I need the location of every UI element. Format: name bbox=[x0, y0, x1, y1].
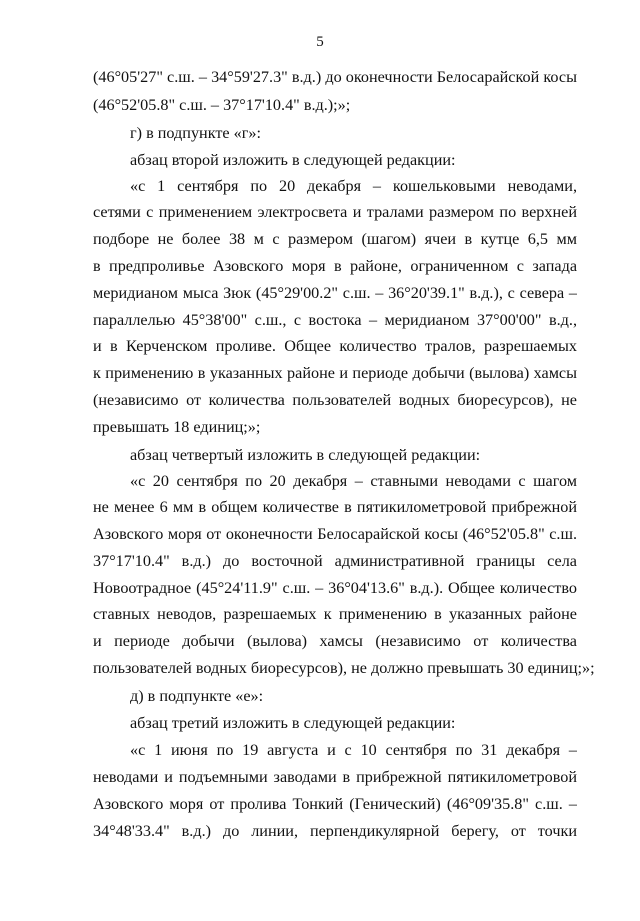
text-line: «с 1 июня по 19 августа и с 10 сентября по 31 декабря – bbox=[130, 741, 577, 759]
text-line: 37°17'10.4" в.д.) до восточной административной границы села bbox=[93, 552, 577, 570]
text-line: «с 1 сентября по 20 декабря – кошельковыми неводами, bbox=[130, 177, 577, 195]
text-line: (независимо от количества пользователей водных биоресурсов), не bbox=[93, 391, 577, 409]
text-line: и периоде добычи (вылова) хамсы (независимо от количества bbox=[93, 632, 577, 650]
text-line: к применению в указанных районе и периоде добычи (вылова) хамсы bbox=[93, 364, 577, 382]
text-line: (46°52'05.8" с.ш. – 37°17'10.4" в.д.);»; bbox=[93, 96, 351, 114]
text-line: сетями с применением электросвета и тралами размером по верхней bbox=[93, 203, 577, 221]
text-line: пользователей водных биоресурсов), не должно превышать 30 единиц;»; bbox=[93, 659, 595, 677]
text-line: 34°48'33.4" в.д.) до линии, перпендикулярной берегу, от точки bbox=[93, 822, 577, 840]
text-line: г) в подпункте «г»: bbox=[130, 124, 261, 142]
text-line: абзац второй изложить в следующей редакции: bbox=[130, 151, 456, 169]
text-line: параллелью 45°38'00" с.ш., с востока – меридианом 37°00'00" в.д., bbox=[93, 311, 577, 329]
page-number: 5 bbox=[316, 34, 324, 50]
text-line: превышать 18 единиц;»; bbox=[93, 418, 261, 436]
text-line: Азовского моря от оконечности Белосарайской косы (46°52'05.8" с.ш. bbox=[93, 525, 577, 543]
text-line: (46°05'27" с.ш. – 34°59'27.3" в.д.) до оконечности Белосарайской косы bbox=[93, 68, 577, 86]
text-line: не менее 6 мм в общем количестве в пятикилометровой прибрежной bbox=[93, 498, 577, 516]
text-line: неводами и подъемными заводами в прибрежной пятикилометровой bbox=[93, 768, 577, 786]
text-line: д) в подпункте «е»: bbox=[130, 687, 264, 705]
text-line: ставных неводов, разрешаемых к применению в указанных районе bbox=[93, 605, 577, 623]
text-line: и в Керченском проливе. Общее количество тралов, разрешаемых bbox=[93, 337, 577, 355]
text-line: Азовского моря от пролива Тонкий (Генический) (46°09'35.8" с.ш. – bbox=[93, 795, 577, 813]
text-line: абзац третий изложить в следующей редакции: bbox=[130, 714, 456, 732]
text-line: подборе не более 38 м с размером (шагом) ячеи в кутце 6,5 мм bbox=[93, 230, 577, 248]
text-line: Новоотрадное (45°24'11.9" с.ш. – 36°04'13.6" в.д.). Общее количество bbox=[93, 579, 577, 597]
text-line: в предпроливье Азовского моря в районе, ограниченном с запада bbox=[93, 257, 577, 275]
text-line: меридианом мыса Зюк (45°29'00.2" с.ш. – 36°20'39.1" в.д.), с севера – bbox=[93, 284, 577, 302]
text-line: абзац четвертый изложить в следующей редакции: bbox=[130, 446, 481, 464]
text-line: «с 20 сентября по 20 декабря – ставными неводами с шагом bbox=[130, 472, 577, 490]
